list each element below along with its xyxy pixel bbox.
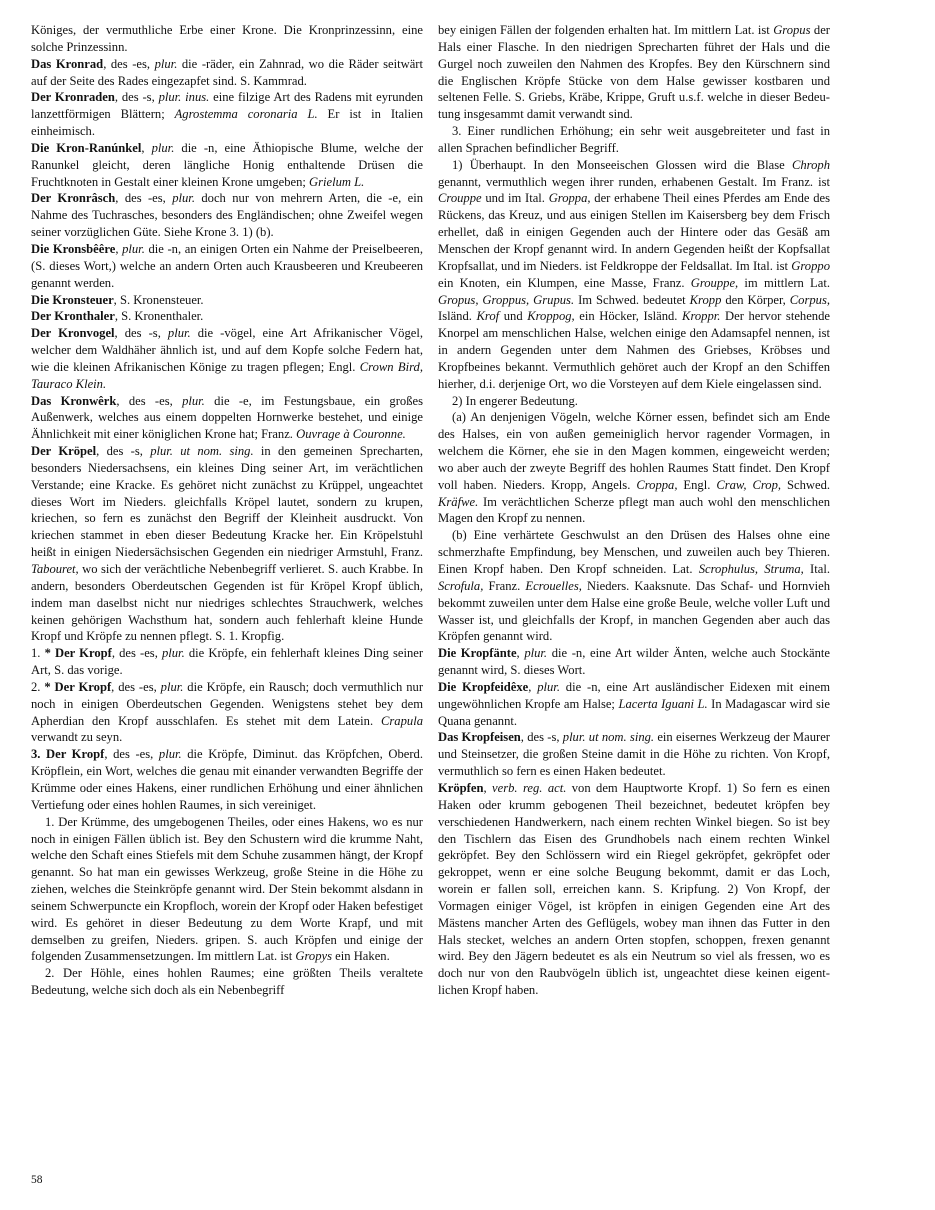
text-run: wo sich der verächtliche Nebenbegriff verlieret. S. auch Krabbe. In andern, besonders Oberdeutschen Gegenden ist für Kröpel Kropf üblich, indem man daselbst nicht nur niedriges schlechtes Strauchwerk, welches keinen gehörigen Wachsthum hat, sondern auch fehlerhaft kleine Hunde Kropf und Kröpfe zu nennen pflegt. S. 1. Kropfig. [31, 562, 423, 644]
text-run: , [528, 679, 538, 694]
italic-term: Gropus [773, 23, 811, 37]
italic-term: Corpus, [789, 292, 831, 307]
dictionary-paragraph [31, 308, 423, 325]
italic-term: plur. [537, 679, 560, 694]
italic-term: Lacerta Iguani L. [618, 696, 708, 711]
text-run: , des -es, [111, 679, 161, 694]
text-run: Engl. [677, 477, 717, 492]
italic-term: Krof [476, 309, 500, 324]
italic-term: verb. reg. act. [492, 780, 567, 795]
dictionary-paragraph [31, 393, 423, 444]
text-run: die -n, eine Äthiopische Blume, welche der Ranunkel gleicht, deren längliche Honig enthaltende Drüsen die Fruchtknoten in Gestalt einer kleinen Krone umgeben; [31, 140, 424, 189]
text-run: ein Haken. [332, 949, 390, 964]
dictionary-paragraph [438, 393, 830, 410]
dictionary-paragraph [438, 645, 830, 679]
text-run: , des -s, [520, 730, 563, 745]
italic-term: plur. [151, 140, 175, 155]
text-run: Isländ. [438, 309, 477, 324]
text-run: Im verächtlichen Scherze pflegt man auch wohl den menschlichen Magen den Kropf zu nennen. [438, 494, 830, 526]
text-run: Königes, der vermuthliche Erbe einer Krone. Die Kronprinzessinn, eine solche Prinzessinn. [31, 23, 423, 54]
text-run: die -e, im Festungsbaue, ein großes Außenwerk, welches aus einem doppelten Hornwerke bestehet, und einige Ähnlichkeit mit einer königlichen Krone hat; Franz. [31, 393, 424, 442]
text-run: , des -s, [96, 444, 151, 459]
headword: Der Kronraden [31, 90, 115, 105]
italic-term: Grielum L. [309, 174, 365, 189]
italic-term: plur. inus. [158, 90, 210, 105]
right-column [438, 22, 830, 999]
headword: * Der Kropf [44, 646, 112, 661]
italic-term: plur. ut nom. sing. [562, 730, 655, 745]
italic-term: Ouvrage à Couronne. [296, 427, 406, 442]
dictionary-paragraph [438, 22, 830, 123]
text-run: 2. [31, 679, 45, 694]
text-run: 2. Der Höhle, eines hohlen Raumes; eine größten Theils veraltete Bedeutung, welche sich doch als ein Nebenbegriff [31, 966, 423, 998]
italic-term: Kroppr. [682, 309, 721, 324]
italic-term: plur. ut nom. sing. [150, 444, 254, 459]
text-run: 1) Überhaupt. In den Monseeischen Glossen wird die Blase [452, 157, 792, 172]
text-run: Ital. [803, 562, 830, 576]
left-column [31, 22, 423, 999]
italic-term: plur. [122, 241, 145, 256]
italic-term: Groppo [791, 258, 830, 273]
text-run: , des -es, [116, 393, 183, 408]
italic-term: Agrostemma coronaria L. [174, 107, 318, 122]
headword: Der Kröpel [31, 444, 97, 459]
italic-term: plur. [154, 56, 178, 71]
headword: Der Kronrâsch [31, 191, 116, 206]
text-run: und im Ital. [481, 191, 549, 206]
headword: 3. Der Kropf [31, 747, 105, 762]
text-run: , [115, 241, 123, 256]
text-run: doch nur von mehrern Arten, die -e, ein Nahme des Tuchrasches, besonders des Engländischen; ohne Zweifel wegen seiner vorzüglichen Güte. Siehe Krone 3. 1) (b). [31, 191, 423, 240]
italic-term: Grouppe, [690, 275, 739, 290]
headword: Der Kronvogel [31, 326, 115, 341]
text-run: 1. [31, 646, 45, 661]
dictionary-paragraph [31, 645, 423, 679]
text-run: , S. Kronensteuer. [113, 292, 204, 307]
text-run: der Hals einer Flasche. In den niedrigen Sprecharten führet der Hals und die Gurgel noch zuweilen den Nahmen des Kropfes. Bey den Kürschnern sind die Englischen Kröpfe Stücke von dem Halse gewisser kostbaren und seltenen Felle. S. Griebs, Kräbe, Krippe, Gruft u.s.f. welche in dieser Bedeutung insgesammt damit verwandt sind. [438, 23, 830, 122]
text-run: , des -es, [111, 646, 162, 661]
dictionary-paragraph [31, 89, 423, 140]
text-run: verwandt zu seyn. [31, 730, 123, 745]
italic-term: plur. [172, 191, 195, 206]
text-run: , [141, 140, 152, 155]
text-run: Im Schwed. bedeutet [574, 292, 690, 307]
text-run: die -n, eine Art ausländischer Eidexen mit einem ungewöhnlichen Kropfe am Halse; [438, 679, 831, 711]
text-run: , des -es, [104, 747, 159, 762]
dictionary-paragraph [438, 409, 830, 527]
dictionary-paragraph [31, 325, 423, 392]
text-run: die Kröpfe, Diminut. das Kröpfchen, Oberd. Kröpflein, ein Wort, welches die genau mit einander verwandten Begriffe der Krümme oder eines Hakens, einer rundlichen Erhöhung und einer ähnlichen Vertiefung oder eines hohlen Raumes, in sich vereiniget. [31, 747, 423, 812]
text-run: den Körper, [721, 292, 790, 307]
italic-term: Scrophulus, Struma, [698, 562, 804, 576]
text-run: , des -s, [114, 90, 159, 105]
italic-term: Kroppog, [527, 309, 575, 324]
headword: Die Kropfeidêxe [438, 679, 529, 694]
text-run: Franz. [483, 578, 526, 593]
italic-term: plur. [161, 646, 185, 661]
text-run: In Madagascar wird sie Quana genannt. [438, 696, 831, 728]
italic-term: Kräfwe. [438, 494, 479, 509]
text-run: , des -es, [103, 56, 155, 71]
text-run: die -n, an einigen Orten ein Nahme der Preiselbeeren, (S. dieses Wort,) welche an andern Orten auch Krausbeeren und Kreubeeren genannt werden. [31, 241, 423, 290]
dictionary-paragraph [31, 679, 423, 746]
italic-term: Crown Bird, Tauraco Klein. [31, 359, 423, 391]
text-run: die Kröpfe, ein Rausch; doch vermuthlich nur noch in einigen Oberdeutschen Gegenden. Wenigstens stehet bey dem Apherdian den Kropf ausschlafen. Es stehet mit dem Latein. [31, 679, 424, 728]
dictionary-paragraph [31, 56, 423, 90]
dictionary-paragraph [31, 814, 423, 966]
text-run: die -räder, ein Zahnrad, wo die Räder seitwärt auf der Seite des Rades eingezapfet sind. S. Kammrad. [31, 56, 423, 88]
italic-term: Croppa, [636, 477, 678, 492]
italic-term: Kropp [689, 292, 722, 307]
dictionary-paragraph [31, 292, 423, 309]
italic-term: Gropys [295, 949, 333, 964]
italic-term: Groppa, [548, 191, 591, 206]
dictionary-paragraph [438, 729, 830, 780]
italic-term: Chroph [791, 157, 830, 172]
headword: Die Kronsteuer [31, 292, 114, 307]
text-run: 3. Einer rundlichen Erhöhung; ein sehr weit ausgebreiteter und fast in allen Sprachen befindlicher Begriff. [438, 124, 830, 155]
italic-term: Craw, Crop, [716, 477, 782, 492]
italic-term: plur. [160, 679, 184, 694]
dictionary-paragraph [438, 780, 830, 999]
italic-term: Ecrouelles, [525, 578, 582, 593]
text-run: ein Knoten, ein Klumpen, eine Masse, Franz. [438, 275, 691, 290]
headword: Die Kronsbêêre [31, 241, 116, 256]
text-run: Schwed. [781, 477, 831, 492]
dictionary-paragraph [31, 22, 423, 56]
headword: Das Kropfeisen [438, 730, 521, 745]
text-run: (a) An denjenigen Vögeln, welche Körner essen, befindet sich am Ende des Halses, ein von außen gemeiniglich hervor ragender Vormagen, in welchem die Körner, ehe sie in den Magen kommen, eingeweicht werden; wo aber auch der zweyte Begriff des hohlen Raumes Statt findet. Den Kropf voll haben. Nieders. Kropp, Angels. [438, 410, 830, 492]
dictionary-paragraph [31, 746, 423, 813]
text-run: Der hervor stehende Knorpel am menschlichen Halse, welchen einige den Adamsapfel nennen, ist in andern Gegenden unter dem Nahmen des Griebses, Kröbses und Kropfbeines bekannt. Vermuthlich gehöret auch der Kropf an den Schiffen hierher, d.i. derjenige Ort, wo die Vorsteyen auf dem Kiele eingelassen sind. [438, 309, 830, 391]
text-run: Er ist in Italien einheimisch. [31, 107, 423, 139]
headword: Der Kronthaler [31, 309, 115, 324]
italic-term: plur. [182, 393, 205, 408]
dictionary-paragraph [438, 679, 830, 730]
headword: Das Kronwêrk [31, 393, 117, 408]
italic-term: plur. [158, 747, 182, 762]
italic-term: plur. [524, 646, 548, 661]
text-run: , S. Kronenthaler. [114, 309, 204, 324]
text-run: im mittlern Lat. [738, 275, 830, 290]
text-run: eine filzige Art des Radens mit eyrunden lanzettförmigen Blättern; [31, 90, 424, 122]
headword: * Der Kropf [44, 679, 112, 694]
headword: Die Kropfänte [438, 646, 517, 661]
dictionary-paragraph [31, 443, 423, 645]
dictionary-paragraph [31, 140, 423, 191]
headword: Kröpfen [438, 780, 484, 795]
text-run: in den gemeinen Sprecharten, besonders Niedersachsens, ein kleines Ding seiner Art, im verächtlichen Verstande; eine Kracke. Es gehöret nicht zunächst zu Krüppel, ungeachtet dieses Wort im Nieders. gleichfalls Kröpel lautet, sondern zu krupen, kriechen, so fern es zunächst den Begriff der Kleinheit ausdruckt. Von kriechen stammet in eben dieser Bedeutung Kracke her. Ein Kröpelstuhl heißt in einigen Niedersächsischen Gegenden ein niedriger Armstuhl, Franz. [31, 444, 423, 560]
text-run: 2) In engerer Bedeutung. [452, 393, 578, 408]
text-run: , [516, 646, 525, 661]
italic-term: Crapula [381, 713, 423, 728]
text-run: (b) Eine verhärtete Geschwulst an den Drüsen des Halses ohne eine schmerzhafte Empfindung, bey Menschen, und zuweilen auch bey Thieren. Einen Kropf haben. Den Kropf schneiden. Lat. [438, 528, 830, 576]
text-run: ein eisernes Werkzeug der Maurer und Steinsetzer, die großen Steine damit in die Höhe zu richten. Von Kropf, vermuthlich so fern es einen Haken bedeutet. [438, 730, 830, 779]
dictionary-paragraph [31, 241, 423, 292]
italic-term: Tabouret, [31, 562, 79, 576]
text-run: und [499, 309, 528, 324]
dictionary-paragraph [31, 190, 423, 241]
text-run: , des -es, [115, 191, 173, 206]
dictionary-paragraph [438, 123, 830, 157]
text-run: die -vögel, eine Art Afrikanischer Vögel, welcher dem Waldhäher ähnlich ist, und auf dem Kopfe solche Federn hat, wie die kleinen Afrikanischen Könige zu tragen pflegen; Engl. [31, 326, 424, 374]
italic-term: plur. [167, 326, 191, 341]
text-run: , [483, 780, 493, 795]
text-run: die Kröpfe, ein fehlerhaft kleines Ding seiner Art, S. das vorige. [31, 646, 424, 678]
italic-term: Gropus, Groppus, Grupus. [438, 292, 575, 307]
text-run: von dem Hauptworte Kropf. 1) So fern es einen Haken oder krumm gebogenen Theil bezeichnet, bedeutet kröpfen bey verschiedenen Handwerkern, nach einem rechten Winkel biegen. So ist bey den Tischlern das Eisen des Grundhobels nach einem rechten Winkel gekröpfet. Bey den Schlössern wird ein Riegel gekröpfet, gekröpfet oder gekroppet, wenn er eine solche Beugung bekommt, damit er das Loch, worein er fallen soll, erreichen kann. S. Kripfung. 2) Von Kropf, der Vormagen einiger Vögel, ist kröpfen in einigen Gegenden eine Art des Mästens mancher Arten des Geflügels, wobey man ihnen das Futter in den Hals stecket, welches an andern Orten stopfen, schoppen, frexen genannt wird. Bey den Jägern bedeutet es als ein Neutrum so viel als fressen, wo es doch nur von den Raubvögeln üblich ist, ungeachtet diese keinen eigentlichen Kropf haben. [438, 780, 830, 998]
text-run: genannt, vermuthlich wegen ihrer runden, erhabenen Gestalt. Im Franz. ist [438, 174, 830, 189]
text-run: , des -s, [114, 326, 168, 341]
dictionary-paragraph [438, 157, 830, 393]
text-run: bey einigen Fällen der folgenden erhalten hat. Im mittlern Lat. ist [438, 23, 774, 37]
text-run: der erhabene Theil eines Pferdes am Ende des Rückens, das Kreuz, und aus einigen Stellen im Kaisersberg bey dem Frisch erhellet, daß in einigen Gegenden auch der Hintere oder das Gesäß am Menschen der Kropf genannt wird. In andern Gegenden heißt der Kopfsallat Kropfsallat, und im Nieders. ist Feldkroppe der Feldsallat. Im Ital. ist [438, 191, 830, 273]
italic-term: Crouppe [438, 191, 482, 206]
text-run: Nieders. Kaaksnute. Das Schaf- und Hornvieh bekommt zuweilen unter dem Halse eine große Beule, welche voller Luft und Wasser ist, und gleichfalls der Kropf, in manchen Gegenden aber auch das Kröpfen genannt wird. [438, 578, 830, 644]
dictionary-paragraph [31, 965, 423, 999]
italic-term: Scrofula, [438, 578, 484, 593]
text-run: ein Höcker, Isländ. [574, 309, 683, 324]
text-run: 1. Der Krümme, des umgebogenen Theiles, oder eines Hakens, wo es nur noch in einigen Fällen üblich ist. Bey den Schustern wird die krumme Naht, welche den Schaft eines Stiefels mit dem Schuhe zusammen hängt, der Kropf genannt. So hat man ein gewisses Werkzeug, große Steine in die Höhe zu ziehen, welches die Steinkröpfe genannt wird. Der Stein bekommt alsdann in seinem Schwerpuncte ein Kropfloch, worein der Kropf oder Haken befestiget wird. Es gehöret in dieser Bedeutung zu dem Worte Krapf, und mit demselben zu greifen, Nieders. gripen. S. auch Kröpfen und einige der folgenden Zusammensetzungen. Im mittlern Lat. ist [31, 814, 423, 964]
dictionary-paragraph [438, 527, 830, 645]
headword: Das Kronrad [31, 56, 104, 71]
text-run: die -n, eine Art wilder Änten, welche auch Stockänte genannt wird, S. dieses Wort. [438, 646, 830, 678]
page-number: 58 [31, 1174, 43, 1186]
headword: Die Kron-Ranúnkel [31, 140, 142, 155]
